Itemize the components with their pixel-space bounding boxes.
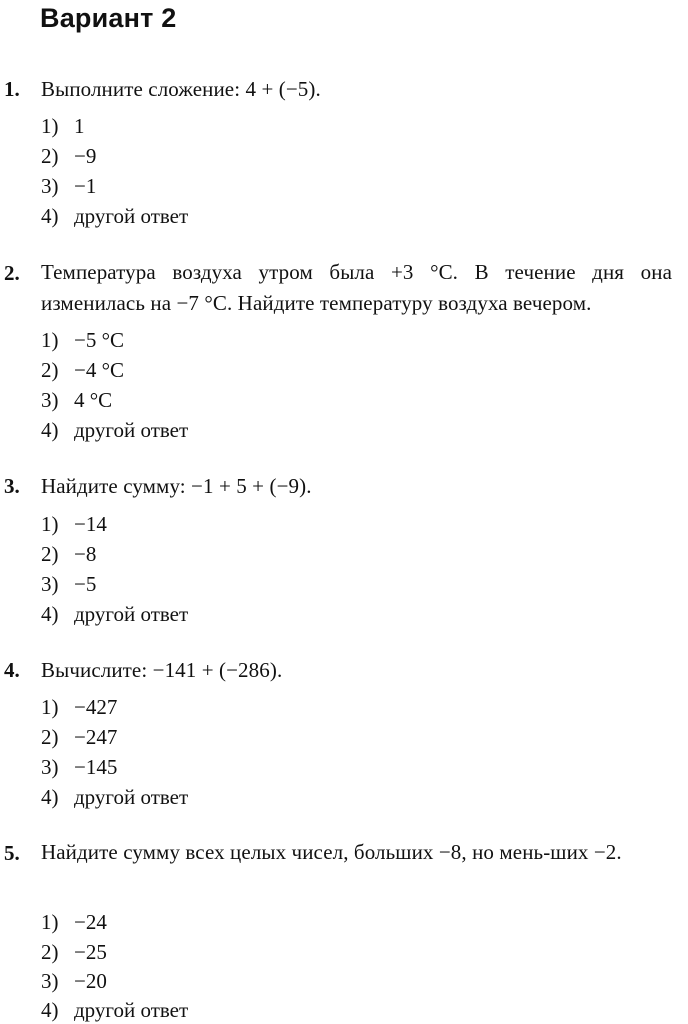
option-number: 2) — [41, 940, 59, 964]
option-text: −427 — [74, 695, 118, 719]
answer-option — [41, 725, 117, 749]
option-number: 4) — [41, 785, 59, 809]
option-number: 1) — [41, 910, 59, 934]
question-text: Найдите сумму: −1 + 5 + (−9). — [41, 474, 312, 498]
answer-option — [41, 418, 188, 442]
answer-option — [41, 910, 107, 934]
answer-option — [41, 572, 96, 596]
option-text: −4 °С — [74, 358, 124, 382]
question-number: 5. — [4, 841, 20, 865]
page-title: Вариант 2 — [40, 3, 177, 33]
option-number: 3) — [41, 174, 59, 198]
question-number: 2. — [4, 261, 20, 285]
answer-option — [41, 114, 85, 138]
answer-option — [41, 388, 112, 412]
option-number: 4) — [41, 204, 59, 228]
option-number: 1) — [41, 328, 59, 352]
option-text: другой ответ — [74, 785, 189, 809]
answer-option — [41, 940, 107, 964]
question-number: 4. — [4, 658, 20, 682]
option-text: −145 — [74, 755, 118, 779]
option-number: 1) — [41, 512, 59, 536]
option-text: 4 °С — [74, 388, 113, 412]
option-text: −8 — [74, 542, 97, 566]
answer-option — [41, 998, 188, 1022]
option-number: 4) — [41, 418, 59, 442]
answer-option — [41, 542, 96, 566]
question-text: Вычислите: −141 + (−286). — [41, 658, 283, 682]
option-text: другой ответ — [74, 418, 189, 442]
answer-option — [41, 358, 124, 382]
option-number: 3) — [41, 572, 59, 596]
option-text: 1 — [74, 114, 85, 138]
question-text: Выполните сложение: 4 + (−5). — [41, 77, 321, 101]
option-text: −25 — [74, 940, 107, 964]
answer-option — [41, 204, 188, 228]
option-text: другой ответ — [74, 204, 189, 228]
answer-option — [41, 328, 124, 352]
option-number: 2) — [41, 542, 59, 566]
answer-option — [41, 969, 107, 993]
answer-option — [41, 512, 107, 536]
option-text: −24 — [74, 910, 107, 934]
answer-option — [41, 755, 117, 779]
option-number: 3) — [41, 388, 59, 412]
option-number: 2) — [41, 725, 59, 749]
question-text: Найдите сумму всех целых чисел, больших −8, но мень-ших −2. — [41, 840, 622, 864]
option-number: 4) — [41, 602, 59, 626]
option-number: 2) — [41, 144, 59, 168]
question-number: 1. — [4, 77, 20, 101]
option-text: другой ответ — [74, 998, 189, 1022]
answer-option — [41, 174, 96, 198]
option-number: 1) — [41, 114, 59, 138]
option-number: 2) — [41, 358, 59, 382]
question-text: Температура воздуха утром была +3 °С. В течение дня она изменилась на −7 °С. Найдите температуру воздуха вечером. — [41, 260, 672, 315]
option-text: −5 — [74, 572, 97, 596]
option-number: 4) — [41, 998, 59, 1022]
answer-option — [41, 695, 117, 719]
option-text: −14 — [74, 512, 107, 536]
answer-option — [41, 144, 96, 168]
option-text: −247 — [74, 725, 118, 749]
option-text: −1 — [74, 174, 97, 198]
option-text: −9 — [74, 144, 97, 168]
option-number: 3) — [41, 969, 59, 993]
answer-option — [41, 602, 188, 626]
question-number: 3. — [4, 474, 20, 498]
answer-option — [41, 785, 188, 809]
option-text: другой ответ — [74, 602, 189, 626]
option-number: 3) — [41, 755, 59, 779]
option-text: −20 — [74, 969, 107, 993]
option-number: 1) — [41, 695, 59, 719]
option-text: −5 °С — [74, 328, 124, 352]
